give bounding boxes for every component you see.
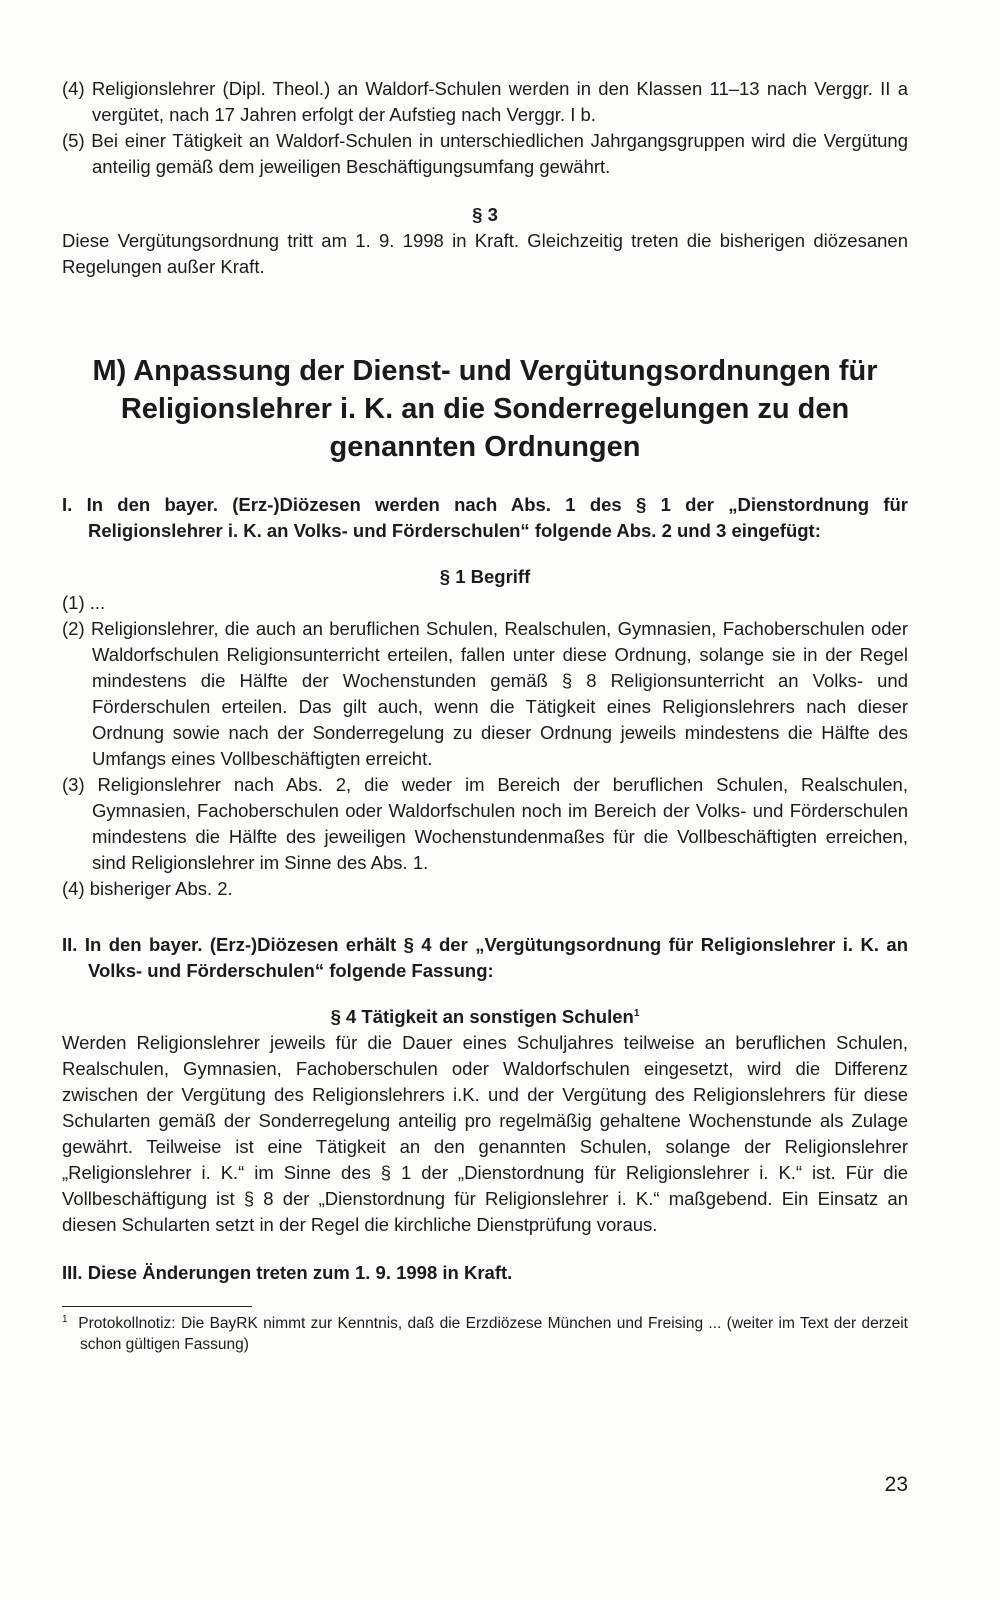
section-4-heading-text: § 4 Tätigkeit an sonstigen Schulen (330, 1006, 634, 1027)
footnote (62, 1313, 908, 1355)
main-heading: M) Anpassung der Dienst- und Vergütungsordnungen für Religionslehrer i. K. an die Sonderregelungen zu den genannten Ordnungen (92, 355, 878, 463)
section-3-heading: § 3 (472, 204, 498, 225)
section-1-heading: § 1 Begriff (439, 566, 531, 587)
section-1-item-1: (1) ... (62, 592, 106, 613)
section-3-text: Diese Vergütungsordnung tritt am 1. 9. 1998 in Kraft. Gleichzeitig treten die bisherigen diözesanen Regelungen außer Kraft. (62, 230, 908, 277)
footnote-divider (62, 1306, 252, 1307)
footnote-mark: 1 (62, 1313, 68, 1325)
part-3-text: III. Diese Änderungen treten zum 1. 9. 1998 in Kraft. (62, 1262, 513, 1283)
page-number: 23 (884, 1473, 908, 1496)
paragraph-item-5: (5) Bei einer Tätigkeit an Waldorf-Schulen in unterschiedlichen Jahrgangsgruppen wird die Vergütung anteilig gemäß dem jeweiligen Beschäftigungsumfang gewährt. (62, 130, 908, 177)
section-4-heading (62, 1004, 908, 1030)
part-1-intro: I. In den bayer. (Erz-)Diözesen werden nach Abs. 1 des § 1 der „Dienstordnung für Religionslehrer i. K. an Volks- und Förderschulen“ folgende Abs. 2 und 3 eingefügt: (62, 494, 908, 541)
paragraph-item-4: (4) Religionslehrer (Dipl. Theol.) an Waldorf-Schulen werden in den Klassen 11–13 nach Verggr. II a vergütet, nach 17 Jahren erfolgt der Aufstieg nach Verggr. I b. (62, 78, 908, 125)
section-1-item-2: (2) Religionslehrer, die auch an beruflichen Schulen, Realschulen, Gymnasien, Fachoberschulen oder Waldorfschulen Religionsunterricht erteilen, fallen unter diese Ordnung, solange sie in der Regel mindestens die Hälfte der Wochenstunden gemäß § 8 Religionsunterricht an Volks- und Förderschulen erteilen. Das gilt auch, wenn die Tätigkeit eines Religionslehrers nach dieser Ordnung sowie nach der Sonderregelung zu dieser Ordnung jeweils mindestens die Hälfte des Umfangs eines Vollbeschäftigten erreicht. (62, 618, 908, 769)
footnote-text: Protokollnotiz: Die BayRK nimmt zur Kenntnis, daß die Erzdiözese München und Freising ... (weiter im Text der derzeit schon gültigen Fassung) (78, 1315, 908, 1353)
section-1-item-4: (4) bisheriger Abs. 2. (62, 878, 233, 899)
document-page (62, 76, 908, 1355)
section-1-item-3: (3) Religionslehrer nach Abs. 2, die weder im Bereich der beruflichen Schulen, Realschulen, Gymnasien, Fachoberschulen oder Waldorfschulen noch im Bereich der Volks- und Förderschulen mindestens die Hälfte des jeweiligen Wochenstundenmaßes für die Vollbeschäftigten erreichen, sind Religionslehrer im Sinne des Abs. 1. (62, 774, 908, 873)
section-4-text: Werden Religionslehrer jeweils für die Dauer eines Schuljahres teilweise an beruflichen Schulen, Realschulen, Gymnasien, Fachoberschulen oder Waldorfschulen eingesetzt, wird die Differenz zwischen der Vergütung des Religionslehrers i.K. und der Vergütung des Religionslehrers für diese Schularten gemäß der Sonderregelung anteilig pro regelmäßig gehaltene Wochenstunde als Zulage gewährt. Teilweise ist eine Tätigkeit an den genannten Schulen, solange der Religionslehrer „Religionslehrer i. K.“ im Sinne des § 1 der „Dienstordnung für Religionslehrer i. K.“ ist. Für die Vollbeschäftigung ist § 8 der „Dienstordnung für Religionslehrer i. K.“ maßgebend. Ein Einsatz an diesen Schularten setzt in der Regel die kirchliche Dienstprüfung voraus. (62, 1032, 908, 1235)
part-2-intro: II. In den bayer. (Erz-)Diözesen erhält § 4 der „Vergütungsordnung für Religionslehrer i. K. an Volks- und Förderschulen“ folgende Fassung: (62, 934, 908, 981)
footnote-reference: 1 (633, 1007, 640, 1019)
